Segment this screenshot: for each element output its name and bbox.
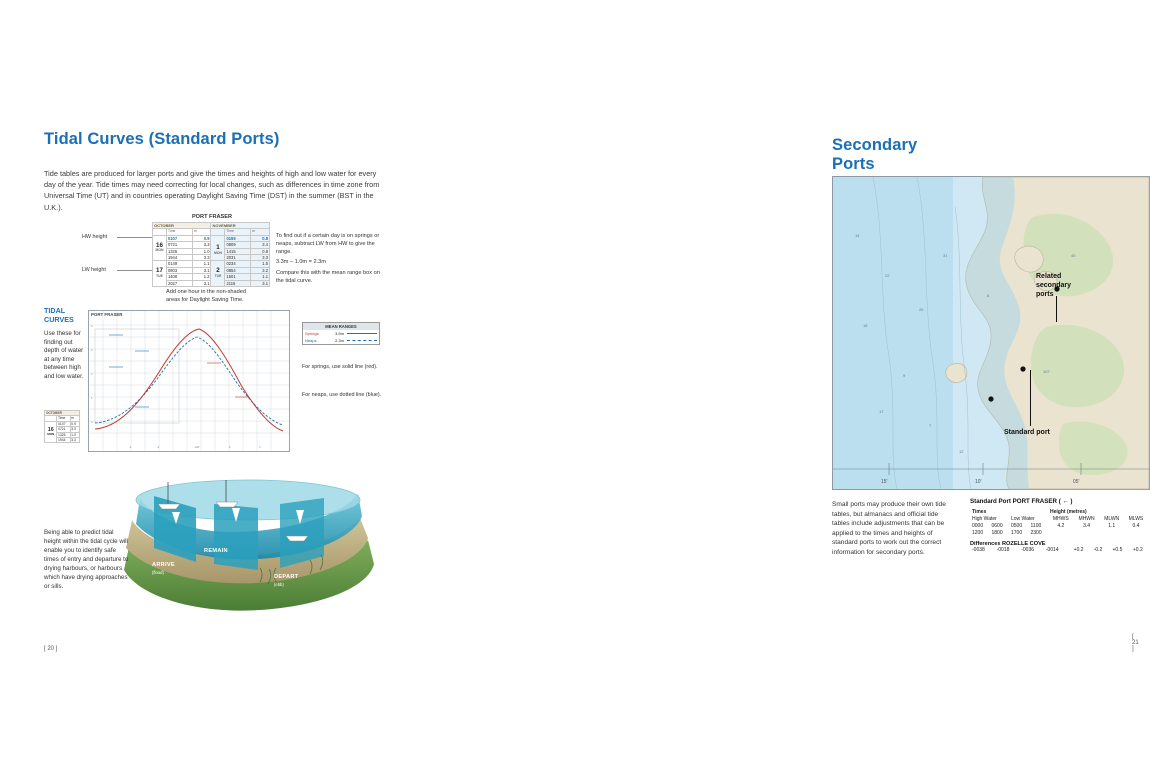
sub-mlws: MLWS <box>1128 515 1144 522</box>
cell: +0.2 <box>1073 547 1084 554</box>
springs-label: Springs <box>305 331 319 336</box>
table-month-november: NOVEMBER <box>211 223 270 229</box>
cell: 2031 <box>225 255 251 261</box>
cell: 0149 <box>167 261 193 267</box>
table-row <box>970 522 1148 529</box>
svg-text:3: 3 <box>91 349 93 352</box>
diagram-label-depart: DEPART <box>274 574 299 580</box>
cell: 1415 <box>225 248 251 254</box>
mini-dayname: MON <box>47 432 55 437</box>
cell: 1.1 <box>1108 522 1116 529</box>
mean-ranges-title: MEAN RANGES <box>303 323 379 330</box>
anno-related-secondary-ports: Related secondary ports <box>1036 273 1072 298</box>
cell: 1408 <box>167 274 193 280</box>
sub-low-water: Low Water <box>1011 515 1035 522</box>
cell: 3.3 <box>70 427 79 432</box>
svg-text:0: 0 <box>91 421 93 424</box>
svg-text:4: 4 <box>91 325 93 328</box>
differences-title: Differences ROZELLE COVE <box>970 540 1046 547</box>
table-row <box>970 530 1148 537</box>
mini-hdr-m: m <box>70 416 79 421</box>
svg-text:22: 22 <box>885 273 890 278</box>
cell: 1200 <box>972 530 984 537</box>
table-month-october: OCTOBER <box>153 223 211 229</box>
hdr-m-nov: m <box>251 229 270 235</box>
cell: 1501 <box>225 274 251 280</box>
cell: 3.4 <box>251 242 270 248</box>
cell: 3.3 <box>251 255 270 261</box>
sub-high-water: High Water <box>972 515 997 522</box>
leader-lw <box>117 270 152 271</box>
cell: 2027 <box>167 280 193 286</box>
standard-port-table-block <box>970 498 1148 554</box>
cell: 1700 <box>1011 530 1023 537</box>
cell: -0018 <box>996 547 1010 554</box>
svg-text:-4: -4 <box>129 446 132 449</box>
svg-text:12: 12 <box>959 449 964 454</box>
cell: 3.1 <box>251 280 270 286</box>
cell: 0500 <box>1011 522 1023 529</box>
right-page <box>392 0 1144 784</box>
springs-line-swatch <box>347 333 377 334</box>
chart-scale-10: 10' <box>975 479 982 485</box>
cell: -0.2 <box>1093 547 1103 554</box>
cell: 0.9 <box>192 235 211 241</box>
mean-range-row-neaps <box>303 337 379 344</box>
sub-mhwn: MHWN <box>1078 515 1095 522</box>
cell: 0600 <box>991 522 1003 529</box>
row-day-16: 16 <box>156 241 163 249</box>
tide-table-caption: PORT FRASER <box>191 214 233 220</box>
cell: 3.3 <box>192 255 211 261</box>
tide-table <box>152 222 270 287</box>
mean-range-row-springs <box>303 330 379 337</box>
cell: 3.3 <box>70 438 79 443</box>
cell: 0721 <box>57 427 70 432</box>
cell: 0721 <box>167 242 193 248</box>
mini-hdr-time: Time <box>57 416 70 421</box>
cell: 1.0 <box>251 261 270 267</box>
cell: 0.9 <box>251 248 270 254</box>
svg-text:9: 9 <box>903 373 906 378</box>
cell: 1100 <box>1030 522 1042 529</box>
svg-text:31: 31 <box>943 253 948 258</box>
sub-mlwn: MLWN <box>1104 515 1120 522</box>
cell: 1.1 <box>192 261 211 267</box>
svg-text:26: 26 <box>919 307 924 312</box>
cell: 3.1 <box>192 267 211 273</box>
cell: 4.2 <box>1057 522 1065 529</box>
cell: 1325 <box>167 248 193 254</box>
tidal-curves-heading: TIDAL CURVES <box>44 306 74 324</box>
diagram-label-arrive: ARRIVE <box>152 562 175 568</box>
diagram-sub-depart: (ebb) <box>274 582 284 587</box>
tidal-curve-graph <box>88 310 290 452</box>
cell: 0107 <box>57 421 70 426</box>
secondary-ports-body: Small ports may produce their own tide tables, but almanacs and official tide tables include adjustments that can be applied to the times and heights of standard ports to work out the correct information for secondary ports. <box>832 501 946 556</box>
label-lw-height: LW height <box>82 267 106 273</box>
note-neaps: For neaps, use dotted line (blue). <box>302 392 382 398</box>
hdr-m-oct: m <box>192 229 211 235</box>
svg-text:18: 18 <box>863 323 868 328</box>
mean-ranges-box <box>302 322 380 345</box>
svg-text:14: 14 <box>855 233 860 238</box>
cell: 3.2 <box>251 267 270 273</box>
diagram-label-remain: REMAIN <box>204 548 228 554</box>
row-dayname-17: TUE <box>156 273 163 278</box>
table-row: 16 MON 0107 0.9 1 MON 0155 0.8 <box>153 235 270 241</box>
svg-text:HW: HW <box>195 446 200 449</box>
cell: 1.0 <box>192 248 211 254</box>
hdr-time-nov: Time <box>225 229 251 235</box>
anno-leader-2 <box>1030 370 1031 426</box>
mini-day: 16 <box>47 426 54 433</box>
svg-text:8: 8 <box>987 293 990 298</box>
svg-text:7: 7 <box>929 423 932 428</box>
cell: 0107 <box>167 235 193 241</box>
neaps-line-swatch <box>347 340 377 341</box>
neaps-value: 2.3m <box>335 338 344 343</box>
diagram-sub-arrive: (flood) <box>152 570 164 575</box>
cell: 0155 <box>225 235 251 241</box>
table-row <box>970 547 1148 554</box>
differences-table <box>970 547 1148 554</box>
svg-text:-2: -2 <box>157 446 160 449</box>
standard-port-table <box>970 508 1148 537</box>
anno-standard-port: Standard port <box>1004 429 1050 436</box>
chart-scale-05: 05' <box>1073 479 1080 485</box>
folio-left: [ 20 ] <box>44 646 58 652</box>
cell: 1944 <box>57 438 70 443</box>
tidal-block-diagram <box>110 478 382 618</box>
cell: 0.4 <box>1132 522 1140 529</box>
anno-leader-1 <box>1056 296 1057 322</box>
chart-scale-15: 15' <box>881 479 888 485</box>
cell: -0014 <box>1045 547 1059 554</box>
cell: -0038 <box>972 547 985 554</box>
folio-right: [ 21 ] <box>1132 634 1139 652</box>
note-compare: Compare this with the mean range box on the tidal curve. <box>276 270 380 284</box>
note-calc: 3.3m – 1.0m = 2.3m <box>276 259 326 265</box>
curve-box-caption: PORT FRASER <box>91 312 123 317</box>
tide-table-block <box>152 214 272 287</box>
hdr-time-oct: Time <box>167 229 193 235</box>
row-day-17: 17 <box>156 267 163 275</box>
cell: +0.2 <box>1132 547 1143 554</box>
left-page <box>0 0 392 784</box>
intro-paragraph: Tide tables are produced for larger ports and give the times and heights of high and low water for every day of the year. Tide times may need correcting for local changes, such as differences in time zone from Universal Time (UT) and in countries operating Daylight Saving Time (DST) in the summer (BST in the U.K.). <box>44 169 380 212</box>
label-hw-height: HW height <box>82 234 108 240</box>
cell: 0.8 <box>251 235 270 241</box>
sub-mhws: MHWS <box>1052 515 1069 522</box>
group-header-times: Times <box>972 508 987 515</box>
cell: 1800 <box>991 530 1003 537</box>
neaps-label: Neaps <box>305 338 317 343</box>
cell: 0803 <box>167 267 193 273</box>
svg-text:2: 2 <box>91 373 93 376</box>
page-title-right: Secondary Ports <box>832 136 918 173</box>
nautical-chart <box>832 176 1150 490</box>
table-row: 17 TUE 0149 1.1 2 TUE 0234 1.0 <box>153 261 270 267</box>
block-diagram-svg <box>110 478 382 618</box>
cell: 1.0 <box>70 432 79 437</box>
springs-value: 3.9m <box>335 331 344 336</box>
svg-text:107: 107 <box>1043 369 1050 374</box>
cell: 1325 <box>57 432 70 437</box>
chart-svg <box>833 177 1149 489</box>
tidal-curves-side-text: Use these for finding out depth of water at any time between high and low water. <box>44 330 84 380</box>
cell: 0854 <box>225 267 251 273</box>
cell: -0036 <box>1021 547 1035 554</box>
mini-tide-table <box>44 410 80 443</box>
cell: 0000 <box>972 522 984 529</box>
note-dst: Add one hour in the non-shaded areas for Daylight Saving Time. <box>166 289 246 303</box>
cell: 1944 <box>167 255 193 261</box>
tidal-curve-svg <box>89 311 289 451</box>
svg-text:17: 17 <box>879 409 884 414</box>
cell: 3.3 <box>192 242 211 248</box>
cell: 1.2 <box>192 274 211 280</box>
svg-text:1: 1 <box>91 397 93 400</box>
cell: 2115 <box>225 280 251 286</box>
svg-text:2: 2 <box>229 446 231 449</box>
row-dayname-16: MON <box>155 248 164 253</box>
note-springs: For springs, use solid line (red). <box>302 364 378 370</box>
cell: +0.5 <box>1112 547 1123 554</box>
cell: 3.1 <box>192 280 211 286</box>
page-title-left: Tidal Curves (Standard Ports) <box>44 130 280 148</box>
cell: 1.1 <box>251 274 270 280</box>
svg-text:4: 4 <box>259 446 261 449</box>
mini-month: OCTOBER <box>45 411 80 416</box>
svg-text:45: 45 <box>1071 253 1076 258</box>
group-header-height: Height (metres) <box>1050 508 1087 515</box>
standard-port-title: Standard Port PORT FRASER ( ← ) <box>970 498 1073 505</box>
cell: 0234 <box>225 261 251 267</box>
leader-hw <box>117 237 152 238</box>
cell: 0809 <box>225 242 251 248</box>
block-diagram-text: Being able to predict tidal height within the tidal cycle will enable you to identify safe times of entry and departure to drying harbours, or harbours which have drying approaches or sills. <box>44 529 129 590</box>
note-spring-neap: To find out if a certain day is on springs or neaps, subtract LW from HW to give the range. <box>276 233 380 255</box>
cell: 2300 <box>1030 530 1042 537</box>
cell: 3.4 <box>1083 522 1091 529</box>
cell: 0.9 <box>70 421 79 426</box>
